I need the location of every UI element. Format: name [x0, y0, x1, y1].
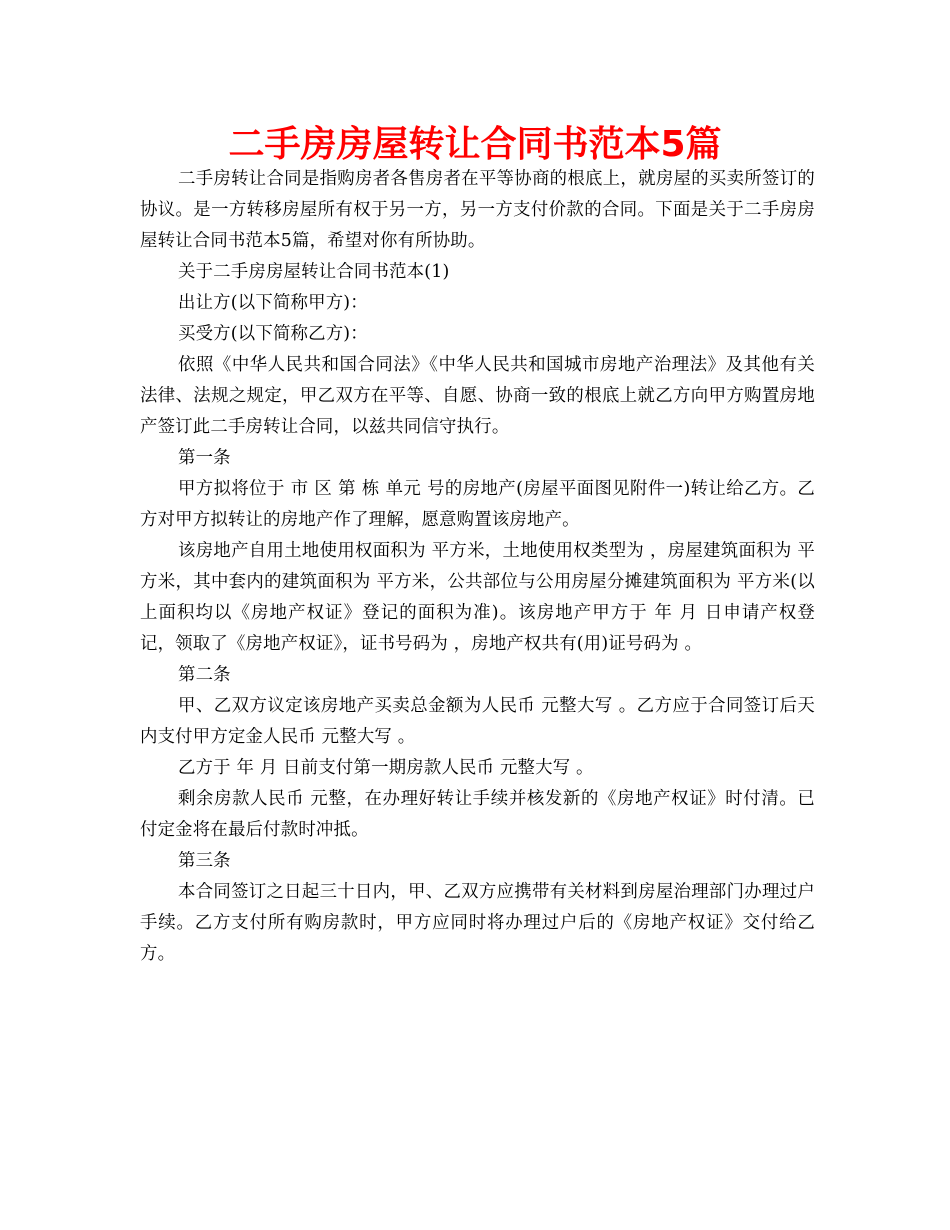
article-2-paragraph-3: 剩余房款人民币 元整，在办理好转让手续并核发新的《房地产权证》时付清。已付定金将在最后付款时冲抵。 — [140, 789, 815, 840]
article-2-paragraph-1: 甲、乙双方议定该房地产买卖总金额为人民币 元整大写 。乙方应于合同签订后天内支付甲方定金人民币 元整大写 。 — [140, 696, 815, 747]
document-body — [140, 164, 815, 970]
legal-basis-paragraph: 依照《中华人民共和国合同法》《中华人民共和国城市房地产治理法》及其他有关法律、法规之规定，甲乙双方在平等、自愿、协商一致的根底上就乙方向甲方购置房地产签订此二手房转让合同，以兹共同信守执行。 — [140, 355, 815, 437]
article-2-paragraph-2: 乙方于 年 月 日前支付第一期房款人民币 元整大写 。 — [178, 758, 594, 778]
seller-line: 出让方(以下简称甲方)： — [178, 293, 368, 313]
article-1-heading: 第一条 — [178, 448, 231, 468]
article-1-paragraph-1: 甲方拟将位于 市 区 第 栋 单元 号的房地产(房屋平面图见附件一)转让给乙方。乙方对甲方拟转让的房地产作了理解，愿意购置该房地产。 — [140, 479, 815, 530]
buyer-line: 买受方(以下简称乙方)： — [178, 324, 368, 344]
article-2-heading: 第二条 — [178, 665, 231, 685]
sample-heading: 关于二手房房屋转让合同书范本(1) — [178, 262, 450, 282]
document-title: 二手房房屋转让合同书范本5篇 — [228, 124, 722, 165]
article-3-paragraph-1: 本合同签订之日起三十日内，甲、乙双方应携带有关材料到房屋治理部门办理过户手续。乙方支付所有购房款时，甲方应同时将办理过户后的《房地产权证》交付给乙方。 — [140, 882, 815, 964]
article-3-heading: 第三条 — [178, 851, 231, 871]
article-1-paragraph-2: 该房地产自用土地使用权面积为 平方米，土地使用权类型为 ，房屋建筑面积为 平方米，其中套内的建筑面积为 平方米，公共部位与公用房屋分摊建筑面积为 平方米(以上面积均以《房地产权证》登记的面积为准)。该房地产甲方于 年 月 日申请产权登记，领取了《房地产权证》，证书号码为 ，房地产权共有(用)证号码为 。 — [140, 541, 816, 654]
intro-paragraph: 二手房转让合同是指购房者各售房者在平等协商的根底上，就房屋的买卖所签订的协议。是一方转移房屋所有权于另一方，另一方支付价款的合同。下面是关于二手房房屋转让合同书范本5篇，希望对你有所协助。 — [140, 169, 815, 251]
